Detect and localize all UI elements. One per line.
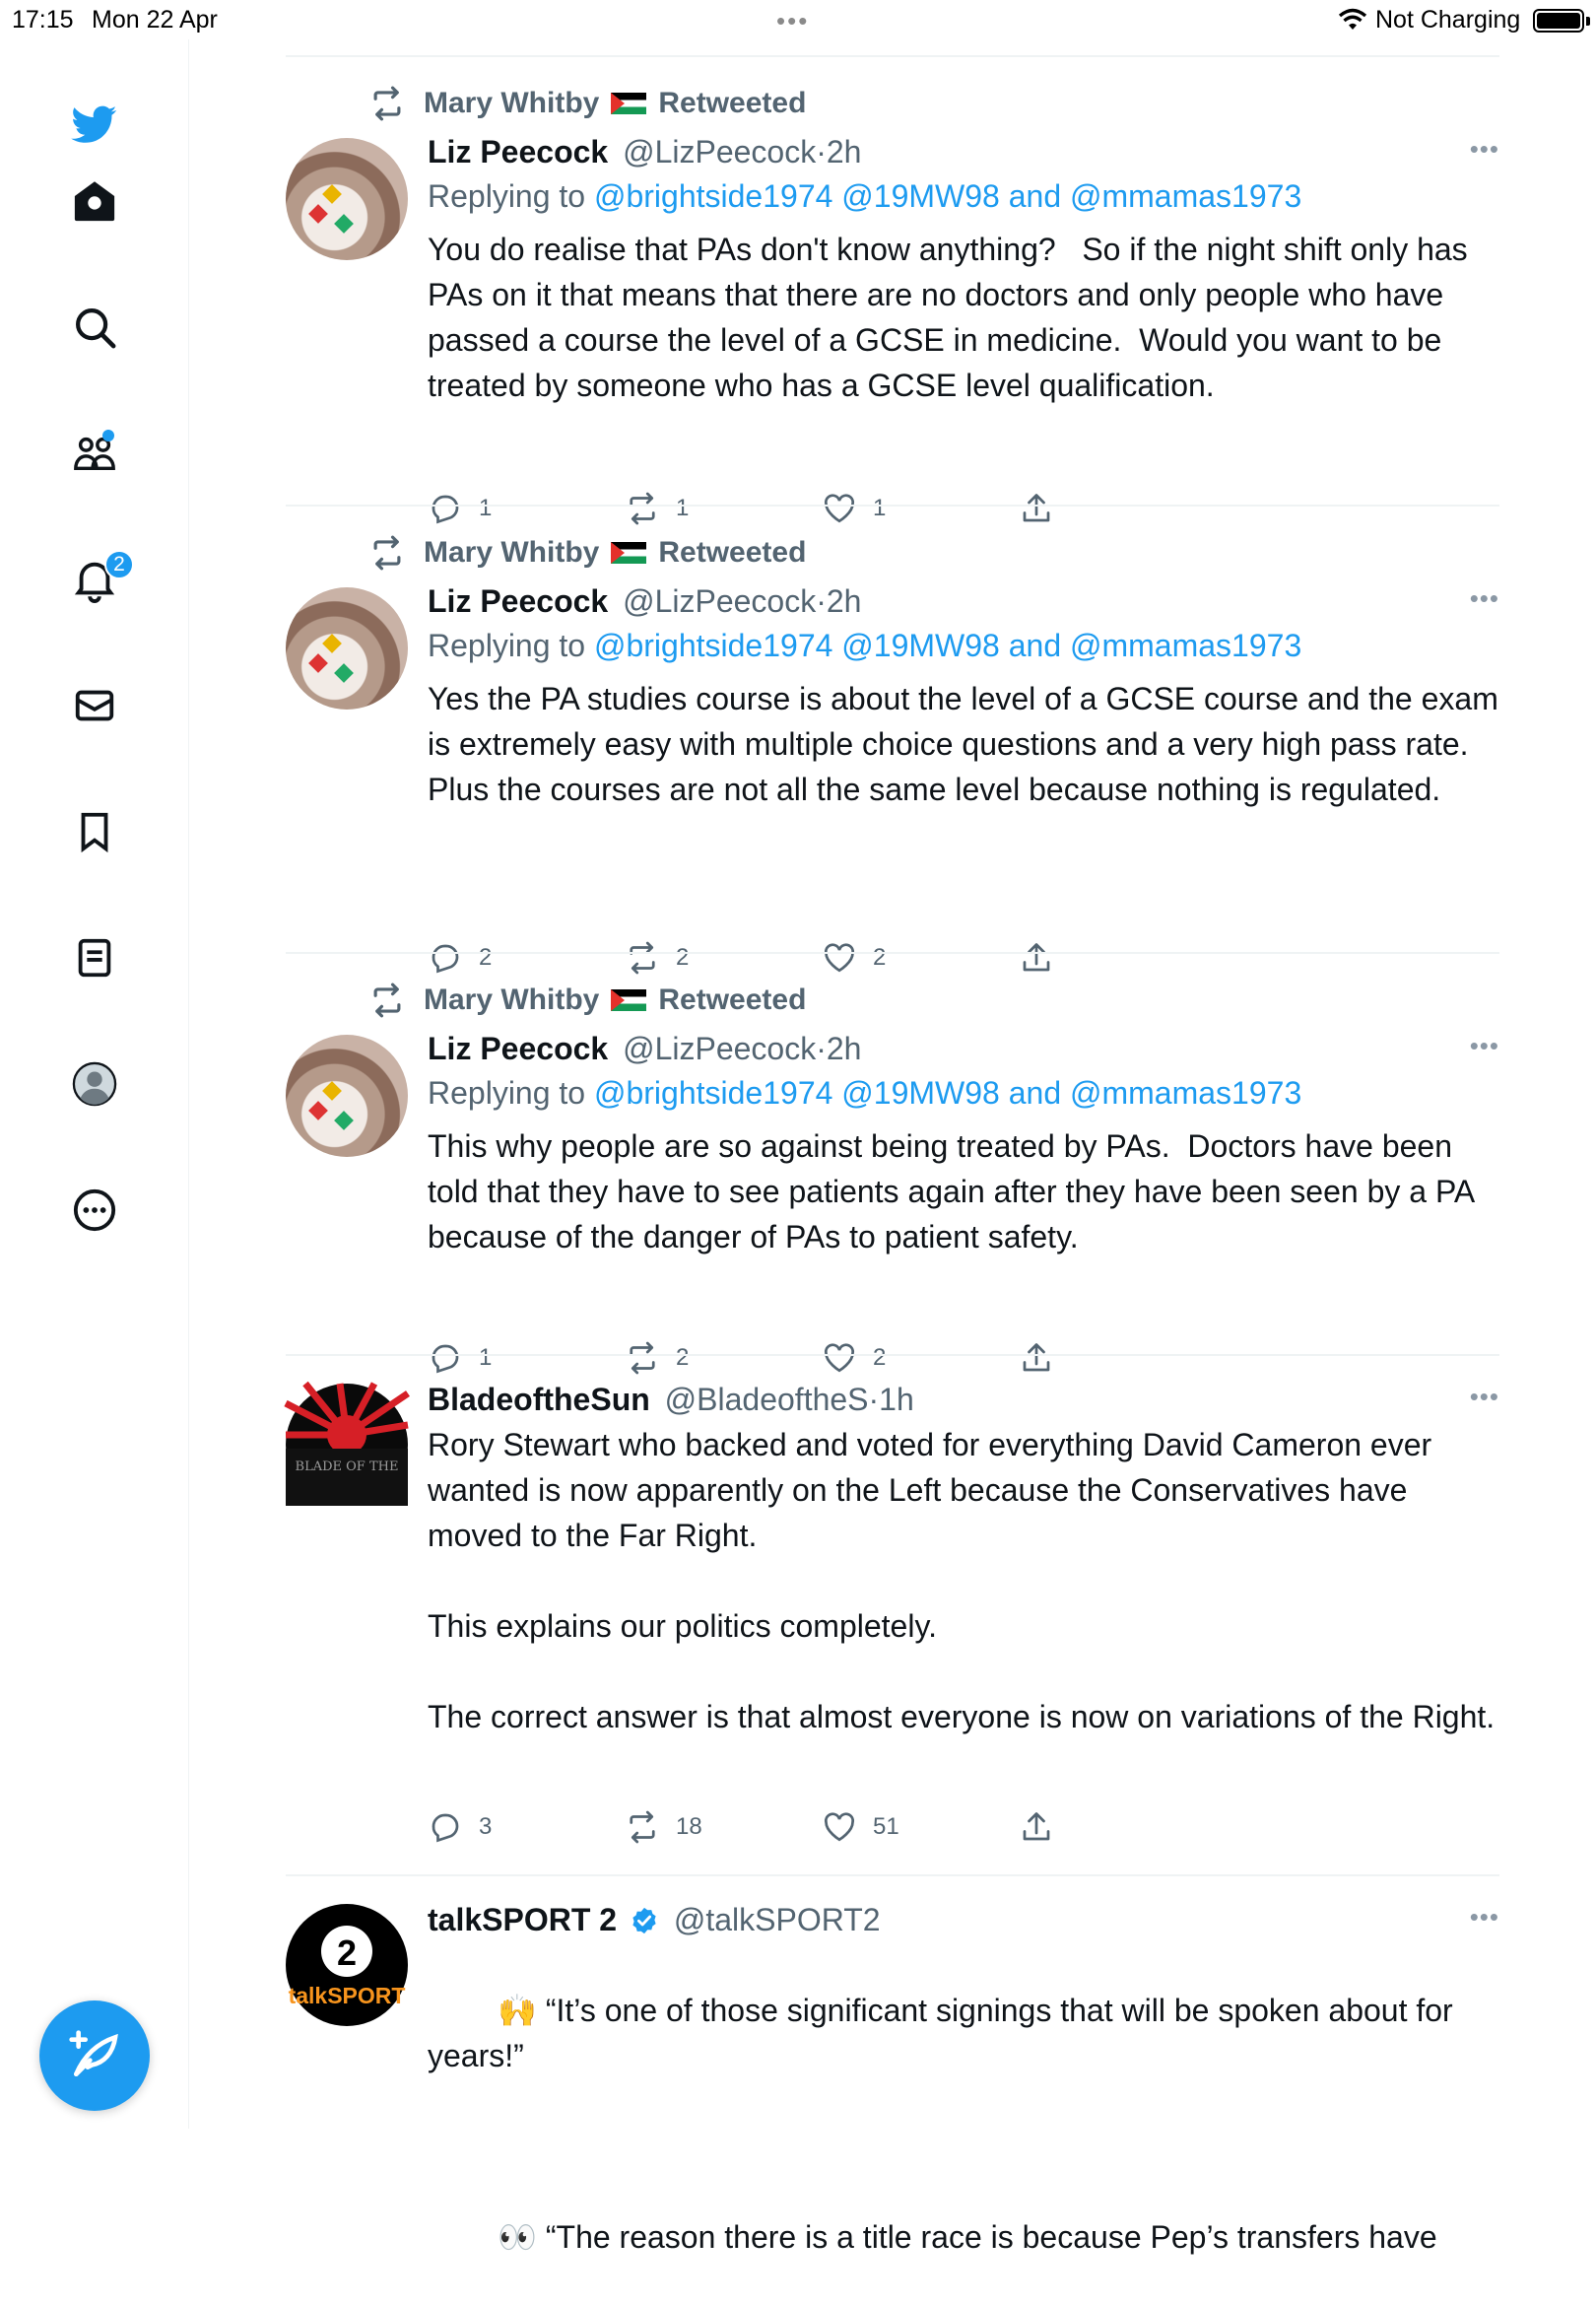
more-options-icon[interactable]: ••• — [1469, 1031, 1499, 1060]
tweet-time[interactable]: 2h — [826, 134, 862, 169]
tweet-time[interactable]: 1h — [879, 1382, 914, 1417]
author-name[interactable]: BladeoftheSun — [428, 1382, 650, 1417]
author-handle[interactable]: @LizPeecock — [623, 583, 817, 619]
retweet-count: 2 — [676, 1344, 690, 1371]
tweet-time[interactable]: 2h — [826, 583, 862, 619]
tweet-content — [428, 583, 1507, 971]
status-time: 17:15 — [12, 6, 74, 34]
retweet-icon — [368, 534, 406, 572]
palestine-flag-icon — [611, 989, 646, 1011]
avatar[interactable] — [286, 1384, 408, 1506]
share-icon — [1019, 1809, 1054, 1845]
retweet-button[interactable] — [625, 1809, 822, 1845]
retweet-indicator — [368, 982, 806, 1019]
tweet-header — [428, 1902, 1499, 1938]
replying-to — [428, 178, 1499, 215]
communities-dot — [102, 430, 114, 441]
retweet-icon — [368, 982, 406, 1019]
more-options-icon[interactable]: ••• — [1469, 1902, 1499, 1932]
avatar[interactable] — [286, 1904, 408, 2026]
retweet-count: 1 — [676, 495, 690, 521]
tweet-header — [428, 1031, 1499, 1067]
reply-button[interactable] — [428, 1809, 625, 1845]
tweet-card[interactable] — [286, 1874, 1499, 2255]
tweet-actions — [428, 1809, 1216, 1845]
compose-tweet-icon — [67, 2028, 122, 2083]
tweet-header — [428, 134, 1499, 170]
tweet-text: You do realise that PAs don't know anything? So if the night shift only has PAs on it that means that there are no doctors and only people who have passed a course the level of a GCSE in medicine. Would you want to be treated by someone who has a GCSE level qualification. — [428, 232, 1477, 403]
author-handle[interactable]: @BladeoftheS — [664, 1382, 869, 1417]
communities-icon[interactable] — [59, 418, 130, 489]
replying-label: Replying to — [428, 178, 586, 214]
retweet-indicator — [368, 534, 806, 572]
retweeter-name[interactable]: Mary Whitby — [424, 983, 600, 1016]
tweet-header — [428, 583, 1499, 620]
retweeter-name[interactable]: Mary Whitby — [424, 87, 600, 119]
twitter-logo-icon[interactable] — [59, 89, 130, 160]
author-name[interactable]: Liz Peecock — [428, 134, 609, 169]
battery-icon — [1533, 9, 1584, 33]
tweet-content — [428, 1902, 1499, 2305]
author-handle[interactable]: @LizPeecock — [623, 134, 817, 169]
more-icon[interactable] — [59, 1175, 130, 1246]
like-count: 51 — [873, 1813, 899, 1840]
notifications-icon[interactable] — [59, 544, 130, 615]
reply-count: 3 — [479, 1813, 493, 1840]
retweet-count: 2 — [676, 944, 690, 971]
battery-tip — [1586, 17, 1590, 26]
replying-mentions[interactable]: @brightside1974 @19MW98 and @mmamas1973 — [593, 178, 1302, 214]
author-handle[interactable]: @LizPeecock — [623, 1031, 817, 1066]
header-separator: · — [868, 1382, 880, 1417]
like-button[interactable] — [822, 1809, 1019, 1845]
replying-label: Replying to — [428, 1075, 586, 1111]
avatar-text: talkSPORT — [288, 1983, 406, 2008]
eyes-emoji: 👀 — [498, 2219, 537, 2255]
sidebar-nav — [0, 39, 189, 2129]
timeline-feed — [286, 55, 1507, 2255]
messages-icon[interactable] — [59, 670, 130, 741]
tweet-text-line2: “The reason there is a title race is because Pep’s transfers have — [545, 2219, 1437, 2255]
reply-count: 1 — [479, 495, 493, 521]
avatar[interactable] — [286, 587, 408, 710]
profile-icon[interactable] — [59, 1049, 130, 1119]
replying-mentions[interactable]: @brightside1974 @19MW98 and @mmamas1973 — [593, 628, 1302, 663]
tweet-content — [428, 1382, 1499, 1840]
retweeted-label: Retweeted — [658, 983, 807, 1016]
avatar[interactable] — [286, 138, 408, 260]
tweet-card[interactable] — [286, 1354, 1499, 1874]
wifi-icon — [1338, 8, 1367, 38]
tweet-card[interactable] — [286, 55, 1499, 521]
like-count: 2 — [873, 944, 887, 971]
author-name[interactable]: Liz Peecock — [428, 583, 609, 619]
heart-icon — [822, 1809, 857, 1845]
tweet-time[interactable]: 2h — [826, 1031, 862, 1066]
header-separator: · — [816, 134, 827, 169]
rising-sun-logo — [286, 1384, 408, 1506]
retweet-indicator — [368, 85, 806, 122]
avatar-number: 2 — [336, 1932, 358, 1973]
retweet-icon — [625, 1809, 660, 1845]
retweeted-label: Retweeted — [658, 536, 807, 569]
replying-mentions[interactable]: @brightside1974 @19MW98 and @mmamas1973 — [593, 1075, 1302, 1111]
author-name[interactable]: talkSPORT 2 — [428, 1902, 618, 1937]
palestine-flag-icon — [611, 542, 646, 564]
more-options-icon[interactable]: ••• — [1469, 1382, 1499, 1411]
replying-to — [428, 628, 1499, 664]
tweet-text-line1: “It’s one of those significant signings that will be spoken about for years!” — [428, 1993, 1462, 2073]
reply-count: 1 — [479, 1344, 493, 1371]
header-separator: · — [816, 1031, 827, 1066]
bookmarks-icon[interactable] — [59, 796, 130, 867]
header-separator: · — [816, 583, 827, 619]
lists-icon[interactable] — [59, 922, 130, 993]
status-date: Mon 22 Apr — [92, 6, 218, 34]
talksport-logo — [286, 1904, 408, 2026]
charging-status: Not Charging — [1375, 6, 1521, 34]
tweet-text: This why people are so against being treated by PAs. Doctors have been told that they have to see patients again after they have been seen by a PA because of the danger of PAs to patient safety. — [428, 1128, 1483, 1254]
verified-badge-icon — [630, 1906, 659, 1935]
tweet-content — [428, 134, 1499, 521]
search-icon[interactable] — [59, 292, 130, 363]
like-count: 2 — [873, 1344, 887, 1371]
tweet-content — [428, 1031, 1499, 1371]
tweet-text: Rory Stewart who backed and voted for everything David Cameron ever wanted is now apparently on the Left because the Conservatives have moved to the Far Right. This explains our politics completely. The correct answer is that almost everyone is now on variations of the Right. — [428, 1427, 1496, 1734]
avatar-text: BLADE OF THE — [295, 1459, 399, 1474]
multitasking-dots[interactable]: ••• — [776, 6, 810, 35]
tweet-header — [428, 1382, 1499, 1418]
tweet-card[interactable] — [286, 505, 1507, 971]
raising-hands-emoji: 🙌 — [498, 1993, 537, 2028]
palestine-flag-icon — [611, 93, 646, 114]
replying-label: Replying to — [428, 628, 586, 663]
home-icon[interactable] — [59, 166, 130, 237]
author-name[interactable]: Liz Peecock — [428, 1031, 609, 1066]
tweet-text: Yes the PA studies course is about the level of a GCSE course and the exam is extremely easy with multiple choice questions and a very high pass rate. Plus the courses are not all the same level because nothing is regulated. — [428, 681, 1507, 807]
retweet-icon — [368, 85, 406, 122]
like-count: 1 — [873, 495, 887, 521]
more-options-icon[interactable]: ••• — [1469, 583, 1499, 613]
author-handle[interactable]: @talkSPORT2 — [673, 1902, 881, 1937]
avatar[interactable] — [286, 1035, 408, 1157]
retweeted-label: Retweeted — [658, 87, 807, 119]
share-button[interactable] — [1019, 1809, 1216, 1845]
retweet-count: 18 — [676, 1813, 702, 1840]
compose-tweet-button[interactable] — [39, 2000, 150, 2111]
status-bar — [0, 0, 1596, 39]
notifications-badge: 2 — [104, 550, 134, 579]
replying-to — [428, 1075, 1499, 1112]
tweet-card[interactable] — [286, 952, 1499, 1371]
reply-icon — [428, 1809, 463, 1845]
more-options-icon[interactable]: ••• — [1469, 134, 1499, 164]
retweeter-name[interactable]: Mary Whitby — [424, 536, 600, 569]
tweet-text — [428, 1942, 1499, 2305]
reply-count: 2 — [479, 944, 493, 971]
